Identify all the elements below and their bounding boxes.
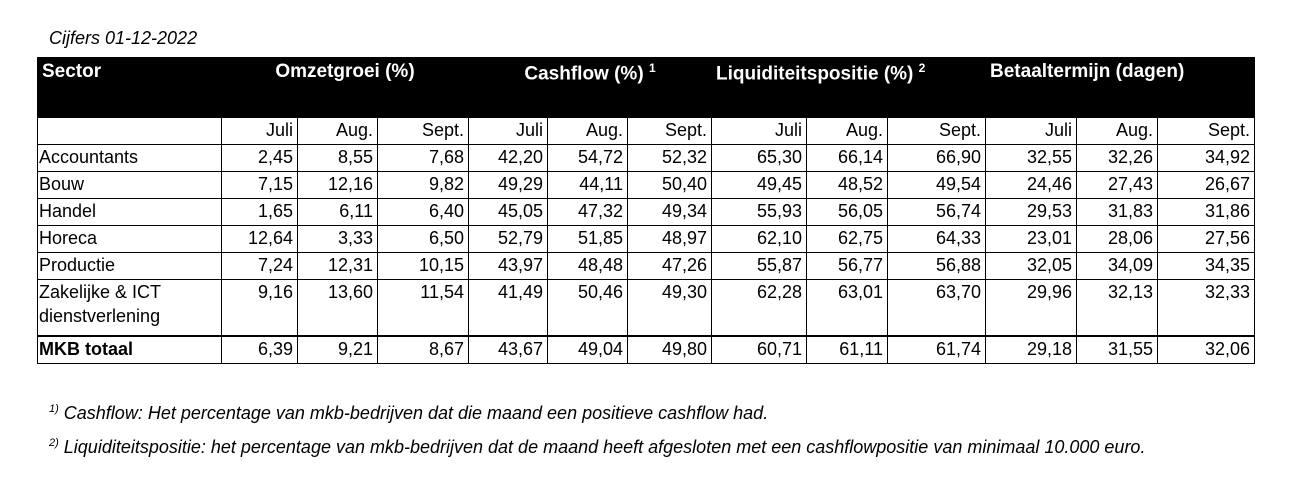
value-cell: 28,06 bbox=[1077, 226, 1158, 253]
sector-name: Bouw bbox=[38, 172, 222, 199]
months-row-label bbox=[38, 118, 222, 145]
header-cashflow: Cashflow (%) $^1$ bbox=[469, 58, 712, 118]
value-cell: 55,87 bbox=[712, 253, 807, 280]
value-cell: 8,67 bbox=[378, 336, 469, 364]
value-cell: 32,26 bbox=[1077, 145, 1158, 172]
value-cell: 29,18 bbox=[986, 336, 1077, 364]
value-cell: 7,68 bbox=[378, 145, 469, 172]
footnote-marker-2: 2 bbox=[918, 61, 926, 75]
value-cell: 49,54 bbox=[888, 172, 986, 199]
value-cell: 45,05 bbox=[469, 199, 548, 226]
header-betaaltermijn: Betaaltermijn (dagen) bbox=[986, 58, 1255, 118]
value-cell: 43,67 bbox=[469, 336, 548, 364]
value-cell: 13,60 bbox=[298, 280, 378, 337]
value-cell: 32,05 bbox=[986, 253, 1077, 280]
value-cell: 10,15 bbox=[378, 253, 469, 280]
value-cell: 64,33 bbox=[888, 226, 986, 253]
value-cell: 43,97 bbox=[469, 253, 548, 280]
month-cell: Aug. bbox=[1077, 118, 1158, 145]
value-cell: 9,21 bbox=[298, 336, 378, 364]
month-cell: Aug. bbox=[298, 118, 378, 145]
header-row bbox=[38, 58, 1255, 118]
value-cell: 62,28 bbox=[712, 280, 807, 337]
value-cell: 6,40 bbox=[378, 199, 469, 226]
value-cell: 66,90 bbox=[888, 145, 986, 172]
value-cell: 62,75 bbox=[807, 226, 888, 253]
value-cell: 32,13 bbox=[1077, 280, 1158, 337]
value-cell: 47,32 bbox=[548, 199, 628, 226]
month-cell: Sept. bbox=[888, 118, 986, 145]
month-cell: Juli bbox=[222, 118, 298, 145]
value-cell: 56,05 bbox=[807, 199, 888, 226]
caption-date: Cijfers 01-12-2022 bbox=[49, 28, 198, 48]
footnote-liquiditeitspositie bbox=[49, 431, 1289, 459]
value-cell: 63,70 bbox=[888, 280, 986, 337]
value-cell: 56,77 bbox=[807, 253, 888, 280]
footnote-cashflow bbox=[49, 397, 1289, 425]
table-row bbox=[38, 145, 1255, 172]
value-cell: 49,80 bbox=[628, 336, 712, 364]
value-cell: 11,54 bbox=[378, 280, 469, 337]
value-cell: 44,11 bbox=[548, 172, 628, 199]
month-cell: Juli bbox=[469, 118, 548, 145]
sector-name: Horeca bbox=[38, 226, 222, 253]
table-row bbox=[38, 280, 1255, 337]
value-cell: 63,01 bbox=[807, 280, 888, 337]
months-row bbox=[38, 118, 1255, 145]
value-cell: 3,33 bbox=[298, 226, 378, 253]
value-cell: 55,93 bbox=[712, 199, 807, 226]
value-cell: 9,16 bbox=[222, 280, 298, 337]
value-cell: 48,52 bbox=[807, 172, 888, 199]
value-cell: 6,50 bbox=[378, 226, 469, 253]
value-cell: 31,86 bbox=[1158, 199, 1255, 226]
value-cell: 54,72 bbox=[548, 145, 628, 172]
sector-name: Accountants bbox=[38, 145, 222, 172]
footnote-2-text: Liquiditeitspositie: het percentage van mkb-bedrijven dat de maand heeft afgesloten met een cashflowpositie van minimaal 10.000 euro. bbox=[58, 437, 1146, 457]
value-cell: 29,53 bbox=[986, 199, 1077, 226]
value-cell: 26,67 bbox=[1158, 172, 1255, 199]
table-row bbox=[38, 226, 1255, 253]
header-omzetgroei: Omzetgroei (%) bbox=[222, 58, 469, 118]
footnote-1-text: Cashflow: Het percentage van mkb-bedrijven dat die maand een positieve cashflow had. bbox=[58, 403, 769, 423]
value-cell: 27,43 bbox=[1077, 172, 1158, 199]
value-cell: 66,14 bbox=[807, 145, 888, 172]
value-cell: 34,92 bbox=[1158, 145, 1255, 172]
sector-name: Handel bbox=[38, 199, 222, 226]
month-cell: Juli bbox=[712, 118, 807, 145]
value-cell: 34,35 bbox=[1158, 253, 1255, 280]
value-cell: 6,39 bbox=[222, 336, 298, 364]
value-cell: 12,16 bbox=[298, 172, 378, 199]
value-cell: 34,09 bbox=[1077, 253, 1158, 280]
value-cell: 6,11 bbox=[298, 199, 378, 226]
value-cell: 49,04 bbox=[548, 336, 628, 364]
value-cell: 2,45 bbox=[222, 145, 298, 172]
value-cell: 23,01 bbox=[986, 226, 1077, 253]
header-liquiditeitspositie: Liquiditeitspositie (%) $^2$ bbox=[712, 58, 986, 118]
sector-name: MKB totaal bbox=[38, 336, 222, 364]
value-cell: 31,55 bbox=[1077, 336, 1158, 364]
value-cell: 49,30 bbox=[628, 280, 712, 337]
value-cell: 56,74 bbox=[888, 199, 986, 226]
footnote-2-marker: 2) bbox=[49, 437, 59, 449]
total-row bbox=[38, 336, 1255, 364]
value-cell: 1,65 bbox=[222, 199, 298, 226]
value-cell: 56,88 bbox=[888, 253, 986, 280]
month-cell: Aug. bbox=[548, 118, 628, 145]
value-cell: 42,20 bbox=[469, 145, 548, 172]
table-row bbox=[38, 253, 1255, 280]
sector-name: Zakelijke & ICT dienstverlening bbox=[38, 280, 222, 337]
value-cell: 52,32 bbox=[628, 145, 712, 172]
value-cell: 12,64 bbox=[222, 226, 298, 253]
footnote-1-marker: 1) bbox=[49, 403, 59, 415]
value-cell: 48,97 bbox=[628, 226, 712, 253]
value-cell: 7,24 bbox=[222, 253, 298, 280]
header-sector: Sector bbox=[38, 58, 222, 118]
table-row bbox=[38, 199, 1255, 226]
month-cell: Sept. bbox=[378, 118, 469, 145]
value-cell: 7,15 bbox=[222, 172, 298, 199]
table-row bbox=[38, 172, 1255, 199]
value-cell: 60,71 bbox=[712, 336, 807, 364]
value-cell: 29,96 bbox=[986, 280, 1077, 337]
month-cell: Sept. bbox=[628, 118, 712, 145]
value-cell: 32,55 bbox=[986, 145, 1077, 172]
month-cell: Aug. bbox=[807, 118, 888, 145]
value-cell: 61,74 bbox=[888, 336, 986, 364]
value-cell: 50,40 bbox=[628, 172, 712, 199]
value-cell: 49,29 bbox=[469, 172, 548, 199]
value-cell: 62,10 bbox=[712, 226, 807, 253]
month-cell: Juli bbox=[986, 118, 1077, 145]
value-cell: 51,85 bbox=[548, 226, 628, 253]
sector-figures-table bbox=[37, 57, 1255, 364]
value-cell: 52,79 bbox=[469, 226, 548, 253]
value-cell: 32,33 bbox=[1158, 280, 1255, 337]
value-cell: 24,46 bbox=[986, 172, 1077, 199]
month-cell: Sept. bbox=[1158, 118, 1255, 145]
value-cell: 12,31 bbox=[298, 253, 378, 280]
value-cell: 27,56 bbox=[1158, 226, 1255, 253]
value-cell: 9,82 bbox=[378, 172, 469, 199]
value-cell: 65,30 bbox=[712, 145, 807, 172]
value-cell: 48,48 bbox=[548, 253, 628, 280]
value-cell: 61,11 bbox=[807, 336, 888, 364]
value-cell: 31,83 bbox=[1077, 199, 1158, 226]
sector-name: Productie bbox=[38, 253, 222, 280]
value-cell: 47,26 bbox=[628, 253, 712, 280]
value-cell: 50,46 bbox=[548, 280, 628, 337]
value-cell: 8,55 bbox=[298, 145, 378, 172]
value-cell: 41,49 bbox=[469, 280, 548, 337]
value-cell: 49,45 bbox=[712, 172, 807, 199]
footnote-marker-1: 1 bbox=[648, 61, 656, 75]
value-cell: 32,06 bbox=[1158, 336, 1255, 364]
value-cell: 49,34 bbox=[628, 199, 712, 226]
